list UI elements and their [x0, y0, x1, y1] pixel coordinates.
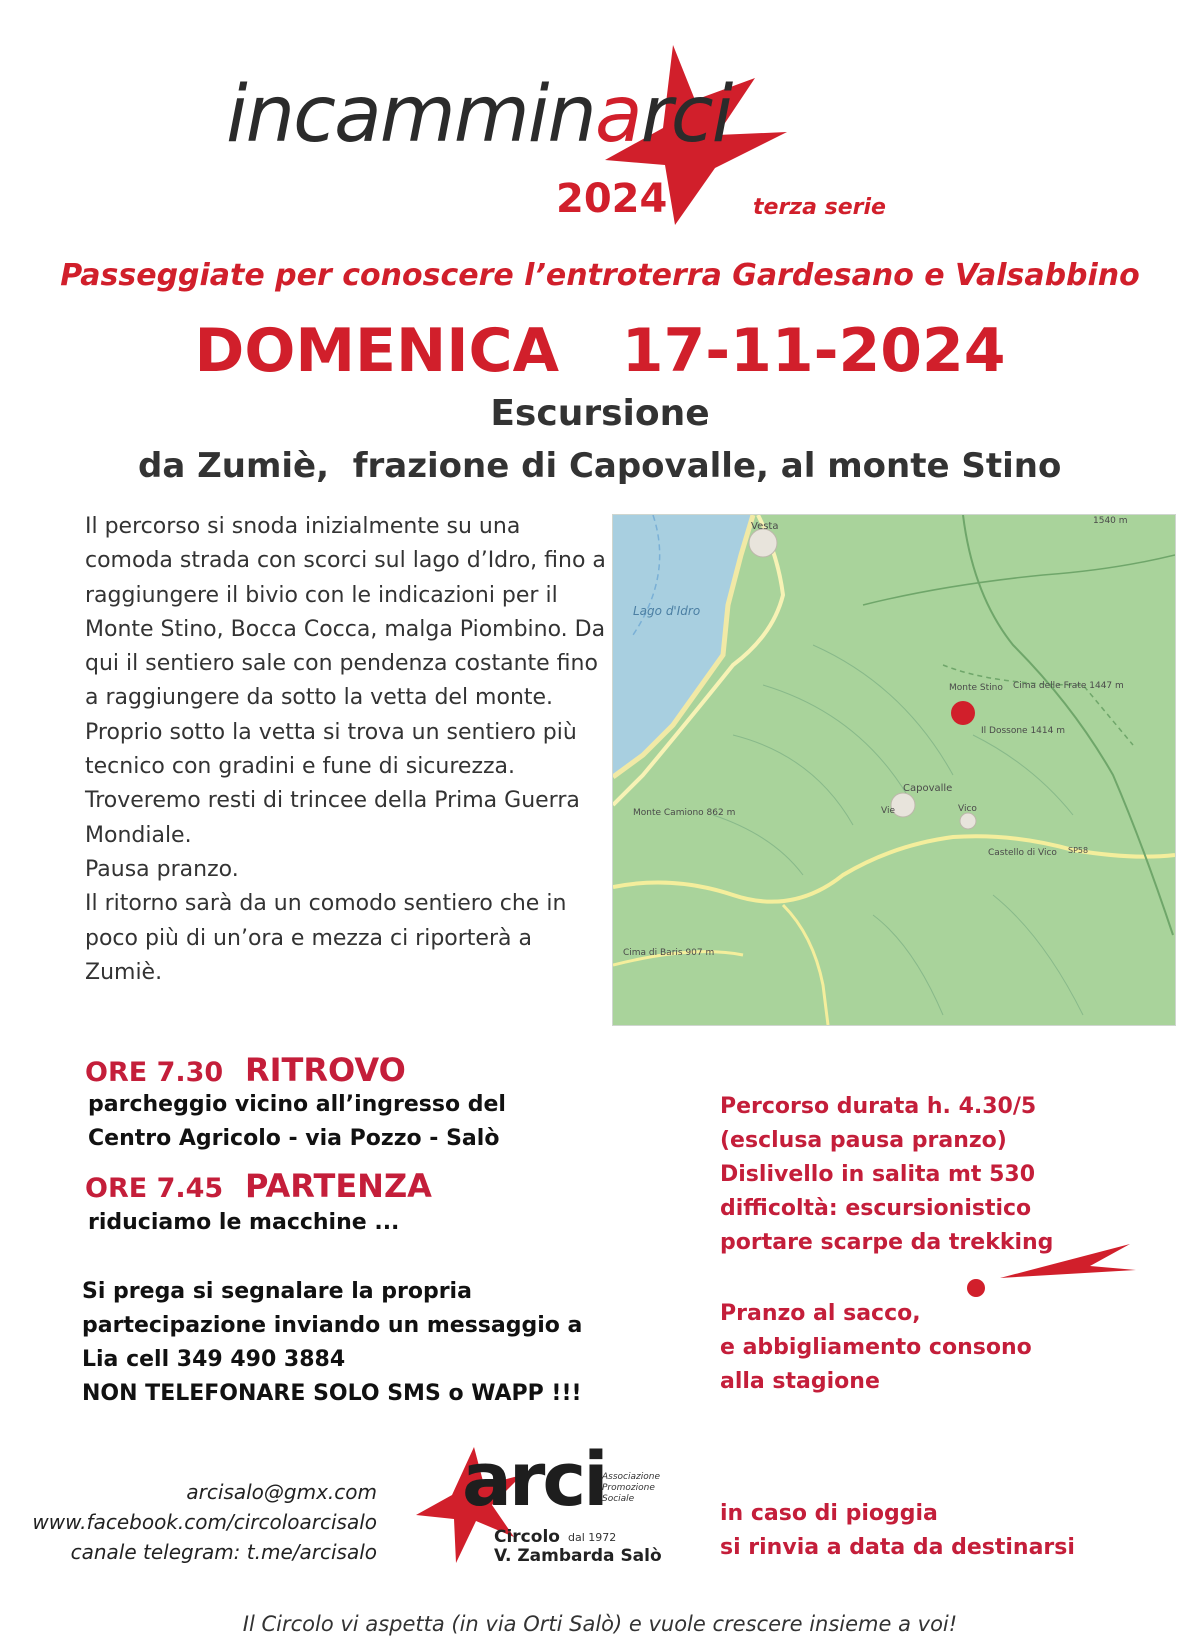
- description-paragraph: Troveremo resti di trincee della Prima Guerra Mondiale.: [85, 788, 580, 848]
- map-label: 1540 m: [1093, 516, 1128, 526]
- map-label: Il Dossone 1414 m: [981, 726, 1065, 736]
- map-label: Cima delle Frate 1447 m: [1013, 681, 1124, 691]
- detail-line: portare scarpe da trekking: [720, 1230, 1054, 1255]
- sms-line: Si prega si segnalare la propria: [82, 1279, 472, 1304]
- map-label: Monte Camiono 862 m: [633, 808, 736, 818]
- detail-line: Percorso durata h. 4.30/5: [720, 1094, 1037, 1119]
- footer-message: Il Circolo vi aspetta (in via Orti Salò) e vuole crescere insieme a voi!: [242, 1612, 958, 1636]
- description-paragraph: Il ritorno sarà da un comodo sentiero che in poco più di un’ora e mezza ci riporterà a Zumiè.: [85, 891, 567, 985]
- description-paragraph: Il percorso si snoda inizialmente su una comoda strada con scorci sul lago d’Idro, fino a raggiungere il bivio con le indicazioni per il Monte Stino, Bocca Cocca, malga Piombino. Da qui il sentiero sale con pendenza costante fino a raggiungere da sotto la vetta del monte.: [85, 514, 606, 711]
- rain-line: in caso di pioggia: [720, 1501, 938, 1526]
- facebook-link[interactable]: www.facebook.com/circoloarcisalo: [32, 1510, 377, 1534]
- map-label: Monte Stino: [949, 683, 1003, 693]
- meet-place-line: Centro Agricolo - via Pozzo - Salò: [88, 1126, 500, 1151]
- logo-wordmark: incamminarci: [226, 70, 732, 160]
- arci-wordmark: arci: [462, 1437, 606, 1523]
- lunch-line: alla stagione: [720, 1369, 880, 1394]
- excursion-title: Escursione: [490, 393, 710, 434]
- logo-series: terza serie: [753, 195, 886, 220]
- sms-notice: [82, 1275, 582, 1411]
- map-marker-icon: [951, 701, 975, 725]
- map-label: Capovalle: [903, 783, 953, 794]
- arci-circolo-name: V. Zambarda Salò: [494, 1546, 662, 1566]
- map-label: Vico: [958, 804, 977, 814]
- lunch-info: [720, 1297, 1032, 1399]
- arci-logo: [414, 1437, 704, 1566]
- arci-since: dal 1972: [568, 1531, 617, 1544]
- map-label: Cima di Baris 907 m: [623, 948, 715, 958]
- email-link[interactable]: arcisalo@gmx.com: [186, 1480, 377, 1504]
- arci-association-line: Sociale: [602, 1494, 635, 1504]
- sms-line: NON TELEFONARE SOLO SMS o WAPP !!!: [82, 1381, 582, 1406]
- sms-line: Lia cell 349 490 3884: [82, 1347, 346, 1372]
- lunch-line: e abbigliamento consono: [720, 1335, 1032, 1360]
- subtitle: Passeggiate per conoscere l’entroterra Gardesano e Valsabbino: [60, 258, 1140, 293]
- arci-association-line: Associazione: [602, 1472, 660, 1482]
- description-paragraph: Pausa pranzo.: [85, 856, 239, 882]
- map-label: Lago d'Idro: [633, 604, 701, 618]
- contacts: [32, 1477, 377, 1567]
- map-label: Vie: [881, 806, 895, 816]
- sms-line: partecipazione inviando un messaggio a: [82, 1313, 583, 1338]
- lunch-line: Pranzo al sacco,: [720, 1301, 921, 1326]
- departure-note: riduciamo le macchine ...: [88, 1210, 400, 1235]
- meet-label: RITROVO: [245, 1051, 406, 1089]
- telegram-link[interactable]: canale telegram: t.me/arcisalo: [70, 1540, 377, 1564]
- logo-year: 2024: [556, 176, 668, 222]
- description-paragraph: Proprio sotto la vetta si trova un sentiero più tecnico con gradini e fune di sicurezza.: [85, 719, 577, 780]
- map-label: Castello di Vico: [988, 848, 1057, 858]
- excursion-route: da Zumiè, frazione di Capovalle, al monte Stino: [138, 446, 1062, 486]
- meet-place: [88, 1088, 506, 1156]
- arci-association-line: Promozione: [602, 1483, 655, 1493]
- detail-line: difficoltà: escursionistico: [720, 1196, 1032, 1221]
- map-label: SP58: [1068, 846, 1089, 855]
- route-map: [612, 514, 1176, 1026]
- event-date: DOMENICA 17-11-2024: [194, 316, 1006, 386]
- detail-line: (esclusa pausa pranzo): [720, 1128, 1007, 1153]
- route-description: [85, 510, 615, 990]
- detail-line: Dislivello in salita mt 530: [720, 1162, 1036, 1187]
- rain-notice: [720, 1497, 1075, 1565]
- rain-line: si rinvia a data da destinarsi: [720, 1535, 1075, 1560]
- arci-association: [602, 1472, 660, 1505]
- map-label: Vesta: [751, 521, 779, 532]
- departure-time: ORE 7.45: [85, 1173, 224, 1204]
- arci-circolo: Circolo: [494, 1527, 560, 1547]
- meet-place-line: parcheggio vicino all’ingresso del: [88, 1092, 506, 1117]
- meet-time: ORE 7.30: [85, 1057, 224, 1088]
- departure-label: PARTENZA: [245, 1167, 432, 1205]
